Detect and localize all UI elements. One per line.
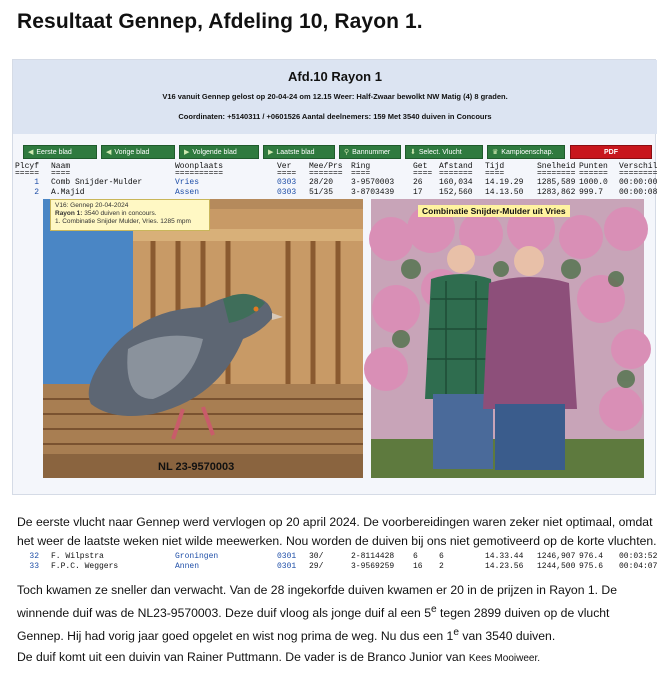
- table-header-cell: Verschil: [619, 162, 658, 171]
- result-title: Afd.10 Rayon 1: [288, 69, 382, 84]
- table-cell: 0301: [277, 562, 297, 571]
- pdf-button[interactable]: [570, 145, 652, 159]
- table-cell: 17: [413, 188, 423, 197]
- table-header-underline: ====: [351, 169, 371, 178]
- pdf-label: PDF: [604, 148, 618, 156]
- table-cell: 1283,862: [537, 188, 576, 197]
- table-cell: 14.19.29: [485, 178, 524, 187]
- table-cell[interactable]: Comb Snijder-Mulder: [51, 178, 143, 187]
- arrow-right-icon: ▶: [184, 149, 190, 156]
- table-cell: 0303: [277, 178, 297, 187]
- table-cell: 0303: [277, 188, 297, 197]
- prev-page-button[interactable]: [101, 145, 175, 159]
- table-cell: 14.23.56: [485, 562, 524, 571]
- paragraph-3-text: De duif komt uit een duivin van Rainer Puttmann. De vader is de Branco Junior van: [17, 650, 469, 664]
- table-header-cell: Mee/Prs: [309, 162, 343, 171]
- tooltip-rayon-text: 3540 duiven in concours.: [82, 210, 157, 217]
- table-cell: 28/20: [309, 178, 334, 187]
- paragraph-2: [17, 581, 657, 646]
- search-icon: ⚲: [344, 149, 350, 156]
- table-cell: 6: [413, 552, 418, 561]
- table-cell: 29/: [309, 562, 324, 571]
- paragraph-3: [17, 648, 657, 668]
- select-flight-button[interactable]: [405, 145, 483, 159]
- tooltip-rayon-label: Rayon 1:: [55, 210, 83, 217]
- table-header-underline: ========: [537, 169, 576, 178]
- page-title: Resultaat Gennep, Afdeling 10, Rayon 1.: [17, 10, 423, 33]
- result-header: [13, 60, 657, 134]
- table-header-cell: Ring: [351, 162, 371, 171]
- table-cell: 16: [413, 562, 423, 571]
- table-cell: 00:04:07: [619, 562, 658, 571]
- table-cell: Assen: [175, 188, 200, 197]
- table-cell: Vries: [175, 178, 200, 187]
- table-cell[interactable]: F.P.C. Weggers: [51, 562, 119, 571]
- first-page-button[interactable]: [23, 145, 97, 159]
- pigeon-illustration: [43, 199, 363, 478]
- download-icon: ⬇: [410, 149, 416, 156]
- table-cell: 2: [34, 188, 39, 197]
- table-cell: 33: [29, 562, 39, 571]
- paragraph-2-part-b: tegen 2899 duiven op de vlucht Gennep. Hij had vorig jaar goed opgelet en wist nog prima de weg. Nu dus een 1: [17, 606, 610, 644]
- prev-page-label: Vorige blad: [114, 148, 150, 156]
- pigeon-photo: [43, 199, 363, 478]
- table-header-underline: ==========: [175, 169, 224, 178]
- result-subtitle: V16 vanuit Gennep gelost op 20-04-24 om 12.15 Weer: Half-Zwaar bewolkt NW Matig (4) 8 graden.: [162, 92, 508, 101]
- paragraph-2-part-a: Toch kwamen ze sneller dan verwacht. Van de 28 ingekorfde duiven kwamen er 20 in de prijzen in Rayon 1. De winnende duif was de NL23-9570003. Deze duif vloog als jonge duif al een 5: [17, 583, 618, 621]
- table-cell: Groningen: [175, 552, 219, 561]
- table-cell: 6: [439, 552, 444, 561]
- table-cell: 14.13.50: [485, 188, 524, 197]
- arrow-left-icon: ◀: [28, 149, 34, 156]
- table-header-underline: ====: [51, 169, 71, 178]
- trophy-icon: ♛: [492, 149, 499, 156]
- paragraph-2-sup-1: e: [431, 604, 437, 615]
- table-header-cell: Ver: [277, 162, 292, 171]
- first-page-label: Eerste blad: [36, 148, 72, 156]
- table-cell: 0301: [277, 552, 297, 561]
- table-cell: 1246,907: [537, 552, 576, 561]
- championship-button[interactable]: [487, 145, 565, 159]
- paragraph-2-sup-2: e: [453, 627, 459, 639]
- paragraph-2-part-c: van 3540 duiven.: [458, 629, 556, 644]
- table-cell: 00:00:00: [619, 178, 658, 187]
- race-tooltip: [50, 199, 210, 231]
- table-cell: 999.7: [579, 188, 604, 197]
- table-header-cell: Tijd: [485, 162, 505, 171]
- table-header-cell: Plcyf: [15, 162, 40, 171]
- paragraph-1: De eerste vlucht naar Gennep werd vervlogen op 20 april 2024. De voorbereidingen waren zeker niet optimaal, omdat het weer de laatste weken niet wilde meewerken. Nou worden de duiven bij ons niet gemotiveerd op de korte vluchten.: [17, 515, 657, 548]
- table-cell: 26: [413, 178, 423, 187]
- table-cell: 30/: [309, 552, 324, 561]
- table-header-underline: ========: [619, 169, 658, 178]
- owners-illustration: [371, 199, 644, 478]
- ring-number-button[interactable]: [339, 145, 401, 159]
- table-header-cell: Get: [413, 162, 428, 171]
- tooltip-line-2: [55, 210, 205, 218]
- table-cell[interactable]: F. Wilpstra: [51, 552, 104, 561]
- table-cell: 976.4: [579, 552, 604, 561]
- last-page-button[interactable]: [263, 145, 335, 159]
- table-cell: 975.6: [579, 562, 604, 571]
- last-page-label: Laatste blad: [276, 148, 315, 156]
- table-cell: 3-9569259: [351, 562, 395, 571]
- table-cell: 1244,500: [537, 562, 576, 571]
- table-cell: 2: [439, 562, 444, 571]
- table-header-underline: =====: [15, 169, 40, 178]
- table-cell: 2-8114428: [351, 552, 395, 561]
- table-header-underline: ====: [485, 169, 505, 178]
- table-cell: 00:03:52: [619, 552, 658, 561]
- tooltip-line-1: V16: Gennep 20-04-2024: [55, 202, 129, 209]
- championship-label: Kampioenschap.: [501, 148, 554, 156]
- table-header-cell: Afstand: [439, 162, 473, 171]
- table-header-underline: ======: [579, 169, 608, 178]
- table-cell: 00:00:08: [619, 188, 658, 197]
- table-cell: 1285,589: [537, 178, 576, 187]
- table-cell: 1000.0: [579, 178, 608, 187]
- paragraph-3-name: Kees Mooiweer.: [468, 653, 541, 664]
- table-header-cell: Naam: [51, 162, 71, 171]
- owners-caption: Combinatie Snijder-Mulder uit Vries: [418, 205, 570, 217]
- ring-number-label: Bannummer: [352, 148, 391, 156]
- table-cell: 14.33.44: [485, 552, 524, 561]
- result-coordinates: Coordinaten: +5140311 / +0601526 Aantal deelnemers: 159 Met 3540 duiven in Concours: [178, 112, 492, 121]
- next-page-button[interactable]: [179, 145, 259, 159]
- table-cell: 51/35: [309, 188, 334, 197]
- next-page-label: Volgende blad: [192, 148, 237, 156]
- table-cell: 3-9570003: [351, 178, 395, 187]
- table-header-underline: =======: [309, 169, 343, 178]
- table-cell: 1: [34, 178, 39, 187]
- arrow-left-icon: ◀: [106, 149, 112, 156]
- select-flight-label: Select. Vlucht: [418, 148, 462, 156]
- arrow-right-icon: ▶: [268, 149, 274, 156]
- table-header-cell: Snelheid: [537, 162, 576, 171]
- table-cell: 3-8703439: [351, 188, 395, 197]
- owners-photo: [371, 199, 644, 478]
- table-header-underline: =======: [439, 169, 473, 178]
- table-cell[interactable]: A.Majid: [51, 188, 85, 197]
- tooltip-line-3: 1. Combinatie Snijder Mulder, Vries. 1285 mpm: [55, 218, 191, 225]
- table-header-cell: Woonplaats: [175, 162, 224, 171]
- table-header-underline: ====: [413, 169, 433, 178]
- table-header-underline: ====: [277, 169, 297, 178]
- table-cell: Annen: [175, 562, 200, 571]
- table-header-cell: Punten: [579, 162, 608, 171]
- table-cell: 32: [29, 552, 39, 561]
- ring-number-caption: NL 23-9570003: [158, 461, 235, 473]
- table-cell: 160,034: [439, 178, 473, 187]
- table-cell: 152,560: [439, 188, 473, 197]
